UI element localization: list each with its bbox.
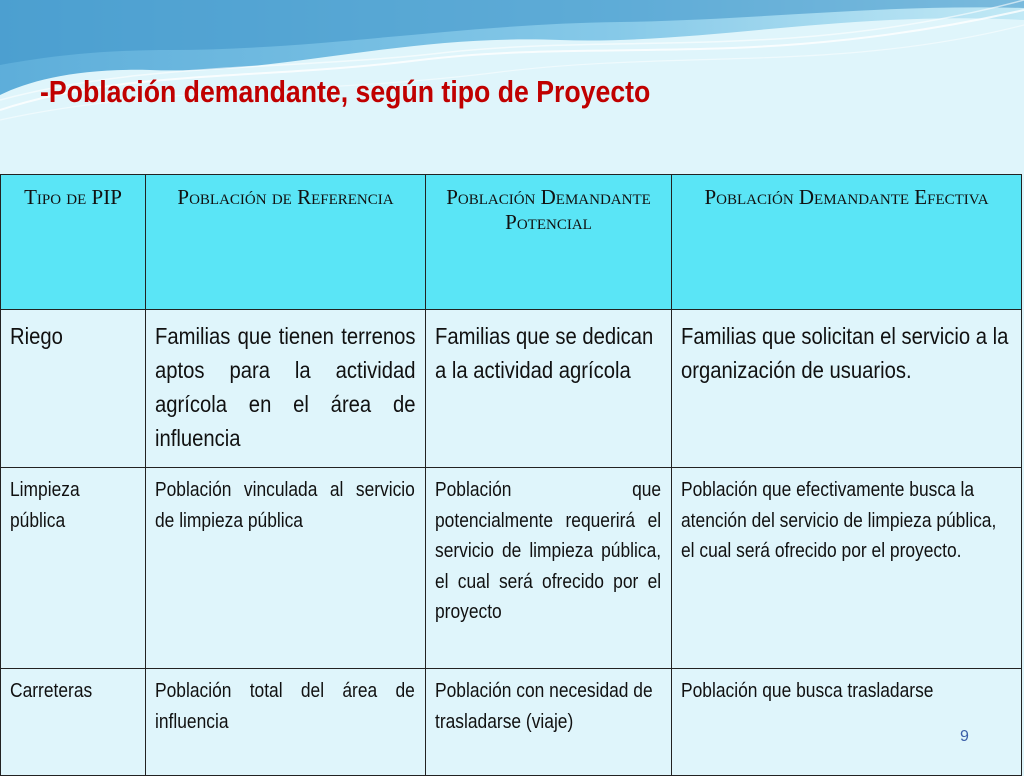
table-row xyxy=(1,468,1022,669)
header-poblacion-referencia: Población de Referencia xyxy=(146,175,426,310)
page-number: 9 xyxy=(960,728,969,745)
table-cell xyxy=(426,310,672,468)
table-cell xyxy=(1,669,146,776)
table-cell xyxy=(672,310,1022,468)
cell-text: Limpieza pública xyxy=(10,479,80,532)
page-title: -Población demandante, según tipo de Proyecto xyxy=(40,74,651,109)
table-cell xyxy=(146,310,426,468)
cell-text: Carreteras xyxy=(10,680,93,702)
table-row xyxy=(1,310,1022,468)
table-cell xyxy=(426,669,672,776)
cell-text: Población con necesidad de trasladarse (viaje) xyxy=(435,680,653,733)
cell-text: Familias que solicitan el servicio a la organización de usuarios. xyxy=(681,323,1009,383)
table-header-row xyxy=(1,175,1022,310)
cell-text: Población que efectivamente busca la atención del servicio de limpieza pública, el cual será ofrecido por el proyecto. xyxy=(681,479,997,562)
population-table xyxy=(0,174,1022,776)
cell-text: Riego xyxy=(10,323,63,349)
cell-text: Familias que tienen terrenos aptos para la actividad agrícola en el área de influencia xyxy=(155,323,416,451)
table-cell xyxy=(672,669,1022,776)
cell-text: Población total del área de influencia xyxy=(155,680,415,733)
table-cell xyxy=(1,310,146,468)
table-cell xyxy=(146,468,426,669)
table-cell xyxy=(426,468,672,669)
header-demandante-potencial: Población Demandante Potencial xyxy=(426,175,672,310)
header-tipo-pip: Tipo de PIP xyxy=(1,175,146,310)
cell-text: Población que potencialmente requerirá el servicio de limpieza pública, el cual será ofrecido por el proyecto xyxy=(435,479,662,623)
cell-text: Población vinculada al servicio de limpieza pública xyxy=(155,479,415,532)
table-row xyxy=(1,669,1022,776)
table-cell xyxy=(672,468,1022,669)
table-cell xyxy=(1,468,146,669)
header-demandante-efectiva: Población Demandante Efectiva xyxy=(672,175,1022,310)
wave-decoration xyxy=(0,0,1024,130)
cell-text: Familias que se dedican a la actividad agrícola xyxy=(435,323,654,383)
table-cell xyxy=(146,669,426,776)
cell-text: Población que busca trasladarse xyxy=(681,680,934,702)
